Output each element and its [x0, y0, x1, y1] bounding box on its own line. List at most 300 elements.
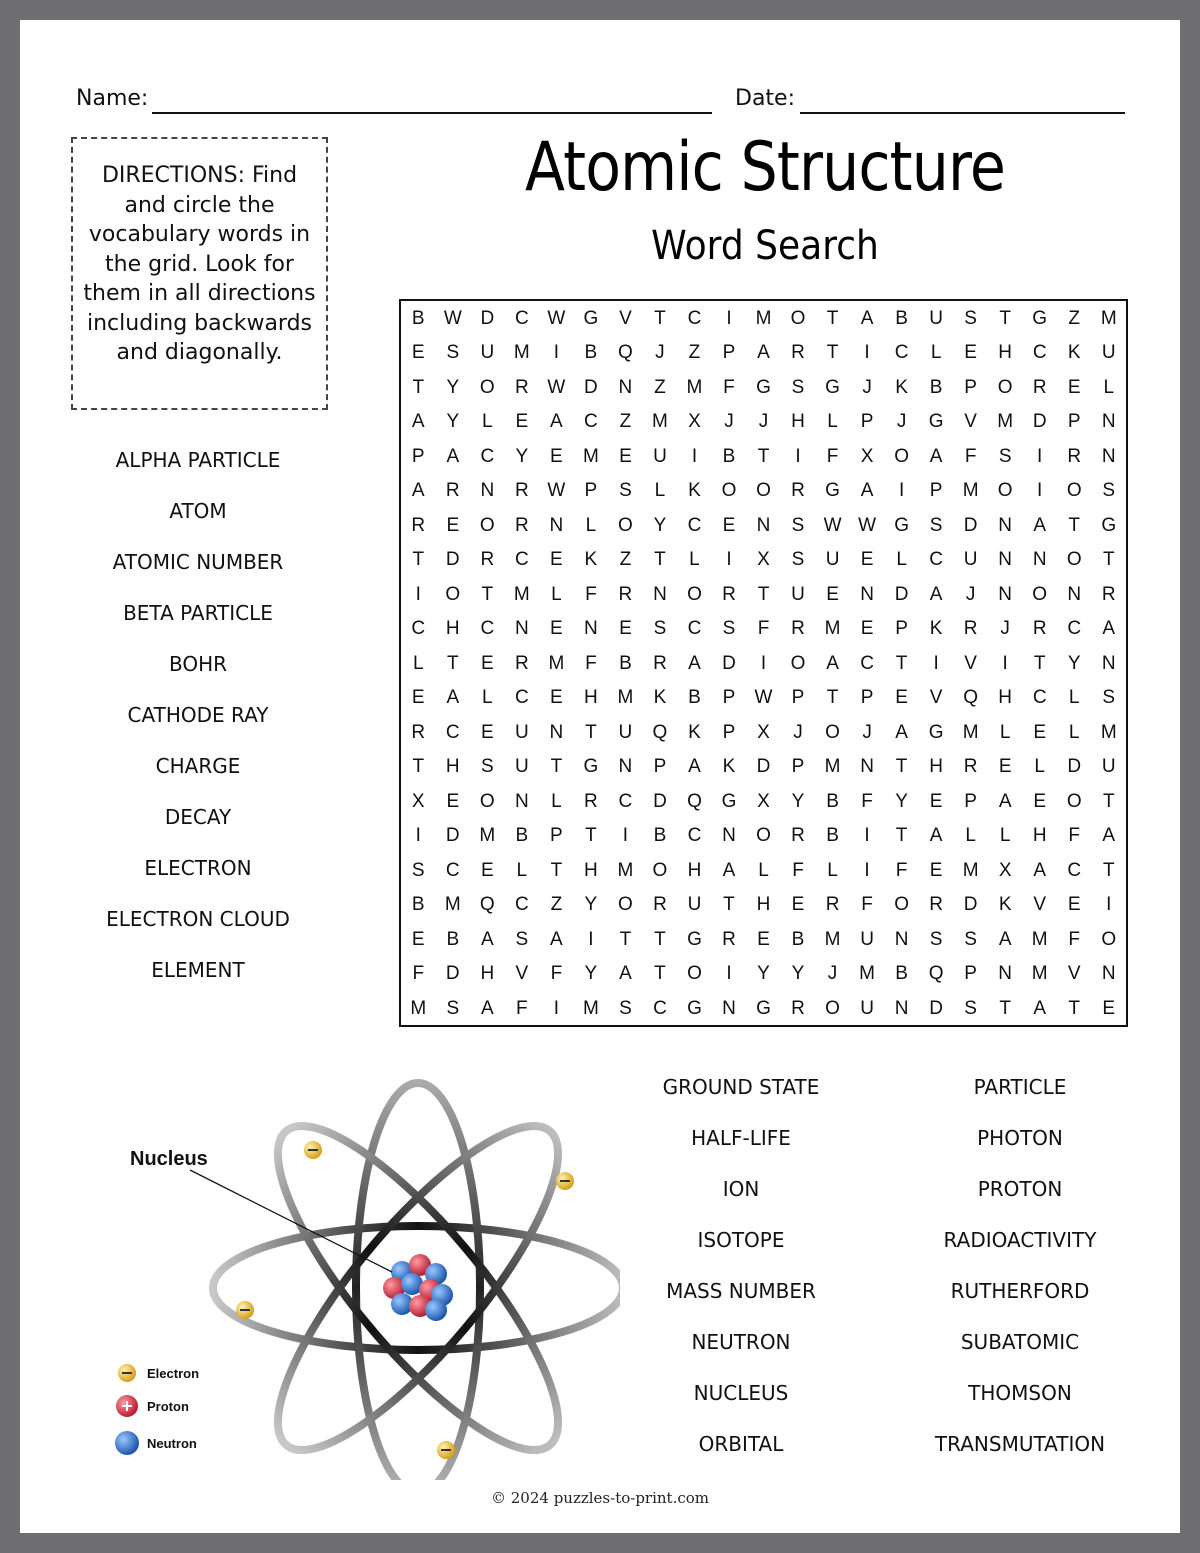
grid-letter: E	[411, 687, 425, 709]
grid-letter: O	[1066, 480, 1082, 502]
grid-letter: N	[998, 963, 1013, 985]
grid-letter: C	[411, 618, 426, 640]
word-list-item: DECAY	[164, 805, 232, 829]
grid-letter: T	[999, 308, 1011, 329]
grid-letter: C	[1067, 859, 1082, 881]
word-list-item: NEUTRON	[691, 1330, 791, 1354]
grid-letter: P	[411, 445, 425, 467]
grid-letter: O	[997, 480, 1013, 502]
grid-letter: W	[754, 687, 773, 709]
grid-letter: L	[896, 549, 907, 571]
grid-letter: M	[962, 721, 979, 743]
grid-letter: H	[445, 756, 460, 778]
grid-letter: H	[998, 342, 1013, 364]
grid-letter: G	[721, 790, 737, 812]
grid-letter: J	[655, 342, 665, 364]
grid-letter: T	[412, 756, 425, 778]
grid-letter: R	[963, 618, 978, 640]
grid-letter: R	[791, 997, 805, 1019]
grid-letter: A	[688, 756, 701, 778]
grid-letter: Q	[928, 963, 944, 985]
grid-letter: R	[514, 514, 529, 536]
grid-letter: E	[964, 342, 977, 364]
grid-letter: J	[724, 411, 734, 433]
grid-letter: F	[757, 618, 770, 640]
grid-letter: M	[1031, 963, 1048, 985]
word-list-item: TRANSMUTATION	[934, 1432, 1106, 1456]
grid-letter: A	[446, 445, 460, 467]
grid-letter: N	[514, 790, 529, 812]
grid-letter: I	[588, 928, 594, 950]
grid-letter: X	[757, 790, 770, 812]
grid-letter: B	[826, 790, 839, 812]
grid-letter: J	[862, 721, 872, 743]
grid-letter: U	[929, 308, 943, 329]
grid-letter: H	[584, 859, 598, 881]
grid-letter: H	[756, 894, 771, 916]
grid-letter: D	[963, 514, 978, 536]
word-list-item: RADIOACTIVITY	[943, 1228, 1097, 1252]
grid-letter: J	[896, 411, 907, 433]
grid-letter: M	[582, 997, 599, 1019]
grid-letter: C	[687, 308, 702, 329]
word-list-item: ATOM	[169, 499, 227, 523]
grid-letter: L	[689, 549, 700, 571]
grid-letter: A	[757, 342, 770, 364]
grid-letter: K	[688, 721, 701, 743]
grid-letter: I	[864, 342, 870, 364]
grid-letter: U	[963, 549, 978, 571]
grid-letter: P	[860, 411, 874, 433]
grid-letter: X	[688, 411, 701, 433]
grid-letter: R	[653, 894, 667, 916]
grid-letter: O	[687, 963, 702, 985]
grid-letter: M	[824, 618, 841, 640]
nucleus-label: Nucleus	[130, 1148, 208, 1170]
grid-letter: F	[964, 445, 977, 467]
grid-letter: J	[827, 963, 838, 985]
grid-letter: W	[858, 514, 877, 536]
grid-letter: R	[514, 376, 529, 398]
grid-letter: Z	[1068, 308, 1081, 329]
grid-letter: P	[929, 480, 943, 502]
grid-letter: C	[480, 618, 495, 640]
grid-letter: U	[825, 549, 840, 571]
grid-letter: O	[1101, 928, 1117, 950]
grid-letter: O	[997, 376, 1013, 398]
grid-letter: D	[480, 308, 495, 329]
grid-letter: F	[895, 859, 908, 881]
word-list-item: NUCLEUS	[693, 1381, 789, 1405]
grid-letter: E	[619, 618, 632, 640]
grid-letter: R	[514, 480, 529, 502]
grid-letter: A	[446, 687, 460, 709]
word-list-item: CHARGE	[155, 754, 241, 778]
grid-letter: F	[585, 652, 597, 674]
grid-letter: C	[514, 687, 529, 709]
grid-letter: L	[654, 480, 666, 502]
grid-letter: O	[479, 790, 495, 812]
grid-letter: R	[722, 928, 736, 950]
grid-letter: S	[411, 859, 425, 881]
grid-letter: R	[411, 721, 426, 743]
grid-letter: I	[864, 825, 870, 847]
grid-letter: L	[827, 411, 838, 433]
neutron-ball	[425, 1299, 447, 1321]
grid-letter: R	[653, 652, 667, 674]
grid-letter: O	[445, 583, 461, 605]
grid-letter: L	[482, 687, 493, 709]
grid-letter: G	[928, 411, 944, 433]
grid-letter: E	[446, 514, 460, 536]
grid-letter: Q	[687, 790, 702, 812]
grid-letter: U	[514, 721, 529, 743]
grid-letter: R	[791, 480, 805, 502]
grid-letter: U	[1101, 342, 1116, 364]
grid-letter: B	[446, 928, 460, 950]
grid-letter: R	[514, 652, 529, 674]
grid-letter: O	[894, 894, 909, 916]
grid-letter: T	[999, 997, 1011, 1019]
legend-electron: Electron	[147, 1366, 200, 1381]
grid-letter: A	[722, 859, 736, 881]
grid-letter: Z	[619, 411, 632, 433]
grid-letter: U	[480, 342, 495, 364]
grid-letter: T	[585, 825, 597, 847]
grid-letter: Y	[791, 790, 805, 812]
directions-box: DIRECTIONS: Find and circle the vocabulary words in the grid. Look for them in all directions including backwards and diagonally.	[71, 137, 328, 410]
grid-letter: A	[1033, 997, 1047, 1019]
grid-letter: G	[894, 514, 909, 536]
grid-letter: T	[1102, 790, 1115, 812]
grid-letter: L	[412, 652, 424, 674]
grid-letter: F	[585, 583, 597, 605]
grid-letter: S	[964, 308, 977, 329]
word-list-item: BOHR	[168, 652, 228, 676]
grid-letter: C	[514, 308, 529, 329]
grid-letter: T	[895, 756, 908, 778]
grid-letter: M	[513, 342, 530, 364]
grid-letter: S	[998, 445, 1012, 467]
grid-letter: G	[928, 721, 944, 743]
grid-letter: R	[1067, 445, 1082, 467]
grid-letter: G	[687, 928, 702, 950]
grid-letter: M	[824, 928, 841, 950]
grid-letter: J	[965, 583, 976, 605]
grid-letter: N	[756, 514, 771, 536]
grid-letter: L	[482, 411, 493, 433]
grid-letter: H	[445, 618, 460, 640]
grid-letter: N	[1101, 963, 1116, 985]
grid-letter: R	[1032, 376, 1047, 398]
grid-letter: M	[548, 652, 565, 674]
grid-letter: R	[1032, 618, 1047, 640]
grid-letter: M	[1100, 721, 1117, 743]
grid-letter: T	[481, 583, 494, 605]
grid-letter: E	[480, 652, 494, 674]
grid-letter: I	[1037, 480, 1043, 502]
grid-letter: O	[1066, 790, 1082, 812]
grid-letter: Q	[479, 894, 495, 916]
grid-letter: S	[619, 480, 632, 502]
grid-letter: N	[722, 997, 736, 1019]
grid-letter: A	[860, 480, 874, 502]
grid-letter: K	[895, 376, 908, 398]
grid-letter: C	[584, 411, 598, 433]
grid-letter: A	[619, 963, 632, 985]
grid-letter: S	[964, 997, 977, 1019]
grid-letter: G	[1032, 308, 1048, 329]
grid-letter: O	[479, 376, 495, 398]
grid-letter: T	[654, 928, 666, 950]
grid-letter: L	[516, 859, 528, 881]
grid-letter: O	[756, 825, 771, 847]
grid-letter: L	[999, 825, 1011, 847]
grid-letter: N	[1101, 411, 1116, 433]
grid-letter: B	[688, 687, 701, 709]
grid-letter: F	[861, 894, 873, 916]
grid-letter: E	[826, 583, 839, 605]
grid-letter: A	[895, 721, 908, 743]
grid-letter: P	[653, 756, 667, 778]
grid-letter: S	[964, 928, 977, 950]
grid-letter: R	[722, 583, 736, 605]
grid-letter: P	[722, 687, 736, 709]
grid-letter: S	[515, 928, 529, 950]
grid-letter: E	[722, 514, 736, 536]
grid-letter: M	[755, 308, 772, 329]
grid-letter: K	[929, 618, 943, 640]
copyright-footer: © 2024 puzzles-to-print.com	[490, 1489, 710, 1507]
grid-letter: O	[1066, 549, 1082, 571]
grid-letter: Y	[446, 376, 460, 398]
grid-letter: O	[825, 997, 840, 1019]
grid-letter: T	[585, 721, 597, 743]
grid-letter: C	[514, 549, 529, 571]
grid-letter: N	[618, 376, 633, 398]
grid-letter: O	[790, 308, 806, 329]
grid-letter: M	[1031, 928, 1048, 950]
grid-letter: V	[1033, 894, 1047, 916]
grid-letter: M	[962, 480, 979, 502]
word-list-item: ISOTOPE	[697, 1228, 785, 1252]
word-list-item: ELECTRON CLOUD	[106, 907, 290, 931]
grid-letter: B	[653, 825, 667, 847]
grid-letter: B	[584, 342, 598, 364]
grid-letter: Y	[584, 894, 598, 916]
grid-letter: I	[622, 825, 629, 847]
grid-letter: I	[415, 583, 421, 605]
grid-letter: V	[964, 652, 977, 674]
grid-letter: N	[514, 618, 529, 640]
grid-letter: I	[553, 997, 559, 1019]
grid-letter: P	[1067, 411, 1081, 433]
grid-letter: E	[411, 342, 425, 364]
grid-letter: R	[791, 618, 805, 640]
grid-letter: E	[1033, 721, 1047, 743]
grid-letter: S	[929, 514, 943, 536]
grid-letter: T	[550, 859, 563, 881]
grid-letter: T	[654, 549, 666, 571]
grid-letter: I	[898, 480, 905, 502]
grid-letter: O	[1032, 583, 1048, 605]
grid-letter: C	[687, 618, 702, 640]
nucleus	[383, 1254, 453, 1321]
grid-letter: D	[445, 825, 460, 847]
grid-letter: G	[1101, 514, 1117, 536]
grid-letter: G	[583, 756, 599, 778]
grid-letter: D	[584, 376, 598, 398]
grid-letter: Z	[654, 376, 666, 398]
grid-letter: Y	[895, 790, 908, 812]
grid-letter: S	[1102, 480, 1116, 502]
grid-letter: R	[791, 342, 805, 364]
grid-letter: S	[619, 997, 632, 1019]
grid-letter: V	[964, 411, 977, 433]
grid-letter: I	[726, 308, 732, 329]
grid-letter: R	[584, 790, 598, 812]
legend-neutron: Neutron	[147, 1436, 197, 1451]
date-label: Date:	[735, 86, 795, 111]
grid-letter: P	[895, 618, 908, 640]
grid-letter: S	[791, 376, 805, 398]
grid-letter: N	[998, 514, 1013, 536]
word-list-item: MASS NUMBER	[666, 1279, 816, 1303]
grid-letter: P	[791, 687, 805, 709]
grid-letter: N	[480, 480, 495, 502]
grid-letter: Y	[791, 963, 805, 985]
grid-letter: A	[411, 411, 425, 433]
word-list-item: ATOMIC NUMBER	[112, 550, 284, 574]
grid-letter: H	[480, 963, 495, 985]
grid-letter: P	[791, 756, 805, 778]
word-list-item: CATHODE RAY	[127, 703, 269, 727]
grid-letter: B	[722, 445, 736, 467]
grid-letter: T	[723, 894, 735, 916]
grid-letter: D	[963, 894, 978, 916]
grid-letter: N	[860, 756, 874, 778]
grid-letter: F	[826, 445, 839, 467]
grid-letter: B	[791, 928, 805, 950]
grid-letter: H	[929, 756, 943, 778]
grid-letter: I	[726, 963, 732, 985]
grid-letter: R	[825, 894, 840, 916]
grid-letter: K	[688, 480, 701, 502]
word-list-item: RUTHERFORD	[950, 1279, 1090, 1303]
grid-letter: F	[1068, 825, 1081, 847]
word-list-item: HALF-LIFE	[691, 1126, 791, 1150]
grid-letter: E	[515, 411, 529, 433]
grid-letter: J	[758, 411, 769, 433]
grid-letter: A	[480, 928, 494, 950]
grid-letter: N	[549, 514, 564, 536]
grid-letter: P	[550, 825, 563, 847]
word-list-item: SUBATOMIC	[960, 1330, 1080, 1354]
grid-letter: I	[864, 859, 870, 881]
grid-letter: C	[1032, 342, 1047, 364]
grid-letter: C	[445, 721, 460, 743]
grid-letter: W	[443, 308, 462, 329]
grid-letter: H	[584, 687, 598, 709]
grid-letter: M	[1100, 308, 1117, 329]
grid-letter: A	[1033, 514, 1047, 536]
grid-letter: N	[1067, 583, 1082, 605]
grid-letter: P	[722, 342, 736, 364]
grid-letter: U	[791, 583, 805, 605]
grid-letter: C	[653, 997, 667, 1019]
grid-letter: G	[583, 308, 599, 329]
grid-letter: P	[964, 376, 977, 398]
word-list-item: BETA PARTICLE	[123, 601, 273, 625]
grid-letter: G	[687, 997, 702, 1019]
grid-letter: T	[757, 583, 770, 605]
grid-letter: A	[550, 411, 563, 433]
grid-letter: C	[929, 549, 943, 571]
grid-letter: F	[516, 997, 528, 1019]
grid-letter: P	[722, 721, 736, 743]
grid-letter: L	[551, 583, 562, 605]
grid-letter: L	[1103, 376, 1115, 398]
grid-letter: D	[653, 790, 667, 812]
grid-letter: R	[411, 514, 426, 536]
grid-letter: Y	[446, 411, 460, 433]
grid-letter: A	[1033, 859, 1047, 881]
grid-letter: U	[514, 756, 529, 778]
grid-letter: E	[480, 859, 494, 881]
grid-letter: F	[412, 963, 425, 985]
grid-letter: F	[550, 963, 563, 985]
grid-letter: O	[618, 894, 633, 916]
grid-letter: D	[445, 963, 460, 985]
grid-letter: B	[411, 894, 425, 916]
grid-letter: E	[895, 687, 908, 709]
grid-letter: L	[999, 721, 1011, 743]
grid-letter: A	[929, 583, 943, 605]
grid-letter: A	[998, 790, 1012, 812]
name-line	[152, 112, 712, 114]
grid-letter: L	[758, 859, 769, 881]
grid-letter: N	[584, 618, 598, 640]
grid-letter: Q	[963, 687, 979, 709]
grid-letter: T	[1068, 514, 1081, 536]
grid-letter: J	[793, 721, 803, 743]
grid-letter: Z	[688, 342, 701, 364]
grid-letter: A	[998, 928, 1012, 950]
grid-letter: U	[687, 894, 702, 916]
grid-letter: O	[721, 480, 737, 502]
grid-letter: W	[547, 480, 566, 502]
grid-letter: A	[480, 997, 494, 1019]
grid-letter: B	[826, 825, 839, 847]
grid-letter: T	[412, 376, 425, 398]
grid-letter: O	[652, 859, 668, 881]
grid-letter: A	[860, 308, 874, 329]
grid-letter: X	[757, 721, 770, 743]
grid-letter: T	[412, 549, 425, 571]
grid-letter: S	[929, 928, 943, 950]
grid-letter: L	[551, 790, 562, 812]
grid-letter: N	[1101, 445, 1116, 467]
grid-letter: G	[756, 997, 771, 1019]
grid-letter: L	[1034, 756, 1045, 778]
grid-letter: I	[691, 445, 698, 467]
grid-letter: N	[722, 825, 736, 847]
grid-letter: H	[998, 687, 1013, 709]
grid-letter: K	[1067, 342, 1081, 364]
grid-letter: K	[584, 549, 598, 571]
grid-letter: C	[1067, 618, 1082, 640]
grid-letter: E	[446, 790, 460, 812]
